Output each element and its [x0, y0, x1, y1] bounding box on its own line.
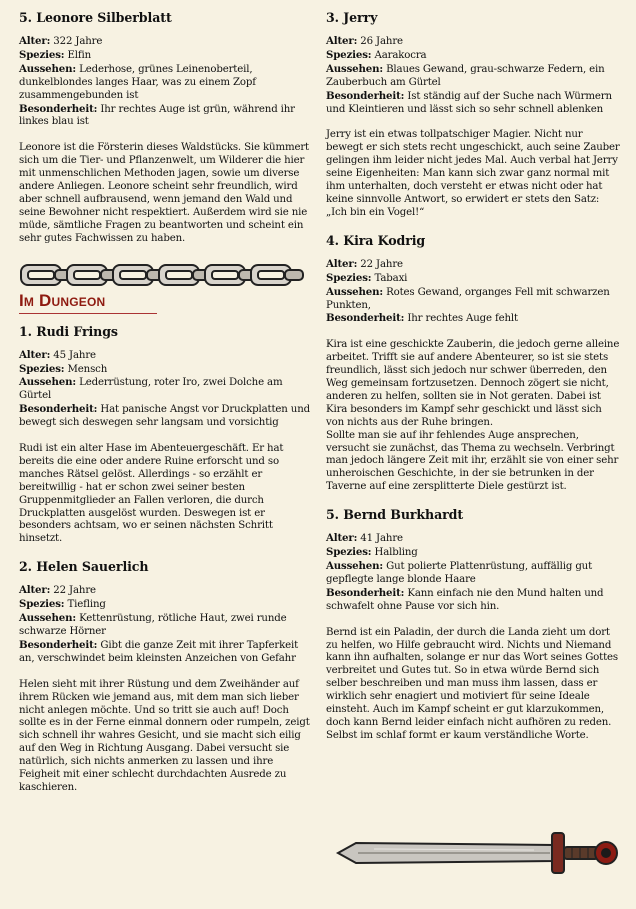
npc-description-kira-2: Sollte man sie auf ihr fehlendes Auge ansprechen, versucht sie zunächst, das Thema zu wechseln. Verbringt man jedoch längere Zeit mit ihr, erzählt sie von einer sehr unheroischen Geschichte, in der sie betrunken in der Taverne auf eine zersplitterte Diele gestürzt ist. [326, 429, 619, 493]
npc-heading-rudi: 1. Rudi Frings [19, 323, 118, 339]
section-title: Im Dungeon [19, 290, 106, 310]
npc-stats-rudi: Alter: 45 Jahre Spezies: Mensch Aussehen: Lederrüstung, roter Iro, zwei Dolche am Gürtel Besonderheit: Hat panische Angst vor Druckplatten und bewegt sich deswegen sehr langsam und vorsichtig [19, 348, 310, 429]
npc-description-bernd: Bernd ist ein Paladin, der durch die Landa zieht um dort zu helfen, wo Hilfe gebraucht wird. Nichts und Niemand kann ihn aufhalten, solange er nur das Wort seines Gottes verbreitet und Gutes tut. So in etwa würde Bernd sich selber beschreiben und man muss ihm lassen, dass er wirklich sehr enagiert und motiviert für seine Ideale einsteht. Auch im Kampf scheint er gut klarzukommen, doch kann Bernd leider einfach nicht aufhören zu reden. Selbst im schlaf formt er kaum verständliche Worte. [326, 626, 619, 741]
npc-heading-bernd: 5. Bernd Burkhardt [326, 507, 464, 523]
npc-stats-helen: Alter: 22 Jahre Spezies: Tiefling Aussehen: Kettenrüstung, rötliche Haut, zwei runde schwarze Hörner Besonderheit: Gibt die ganze Zeit mit ihrer Tapferkeit an, verschwindet beim kleinsten Anzeichen von Gefahr [19, 584, 299, 664]
npc-heading-kira: 4. Kira Kodrig [326, 232, 426, 248]
npc-heading-leonore: 5. Leonore Silberblatt [19, 10, 172, 25]
npc-stats-kira: Alter: 22 Jahre Spezies: Tabaxi Aussehen: Rotes Gewand, organges Fell mit schwarzen Punkten, Besonderheit: Ihr rechtes Auge fehlt [326, 257, 610, 325]
chain-divider [19, 262, 305, 288]
left-column [19, 10, 311, 795]
npc-stats-jerry: Alter: 26 Jahre Spezies: Aarakocra Aussehen: Blaues Gewand, grau-schwarze Federn, ein Zauberbuch am Gürtel Besonderheit: Ist ständig auf der Suche nach Würmern und Kleintieren und lässt sich so sehr schnell ablenken [326, 35, 612, 115]
npc-description-leonore: Leonore ist die Försterin dieses Waldstücks. Sie kümmert sich um die Tier- und Pflanzenwelt, um Wilderer die hier mit unmenschlichen Methoden jagen, sowie um diverse andere Anliegen. Leonore scheint sehr freundlich, wird aber schnell aufbrausend, wenn jemand den Wald und seine Bewohner nicht respektiert. Außerdem wird sie nie müde, sämtliche Fragen zu beantworten und scheint ein sehr gutes Fachwissen zu haben. [19, 142, 310, 244]
right-column [326, 10, 620, 743]
npc-description-kira: Kira ist eine geschickte Zauberin, die jedoch gerne alleine arbeitet. Trifft sie auf andere Abenteurer, so ist sie stets freundlich, lässt sich jedoch nur schwer überreden, den Weg gemeinsam fortzusetzen. Dennoch zögert sie nicht, anderen zu helfen, sollten sie in Not geraten. Dabei ist Kira besonders im Kampf sehr geschickt und lässt sich von nichts aus der Ruhe bringen. [326, 339, 620, 428]
npc-description-jerry: Jerry ist ein etwas tollpatschiger Magier. Nicht nur bewegt er sich stets recht ungeschickt, auch seine Zauber gelingen ihm leider nicht jedes Mal. Auch verbal hat Jerry seine Eigenheiten: Man kann sich zwar ganz normal mit ihm unterhalten, doch versteht er etwas nicht oder hat keine sinnvolle Antwort, so erwidert er stets den Satz: „Ich bin ein Vogel!“ [326, 129, 620, 218]
sword-illustration [334, 825, 620, 881]
npc-stats-bernd: Alter: 41 Jahre Spezies: Halbling Aussehen: Gut polierte Plattenrüstung, auffällig gut gepflegte lange blonde Haare Besonderheit: Kann einfach nie den Mund halten und schwafelt ohne Pause vor sich hin. [326, 532, 604, 612]
section-rule [19, 313, 157, 314]
npc-description-helen: Helen sieht mit ihrer Rüstung und dem Zweihänder auf ihrem Rücken wie jemand aus, mit dem man sich lieber nicht anlegen möchte. Und so tritt sie auch auf! Doch sollte es in der Ferne einmal donnern oder rumpeln, zeigt sich schnell ihr wahres Gesicht, und sie macht sich eilig auf den Weg in Richtung Ausgang. Dabei versucht sie natürlich, sich nichts anmerken zu lassen und ihre Feigheit mit einer schlecht durchdachten Ausrede zu kaschieren. [19, 678, 310, 793]
npc-stats-leonore: Alter: 322 Jahre Spezies: Elfin Aussehen: Lederhose, grünes Leinenoberteil, dunkelblondes langes Haar, was zu einem Zopf zusammengebunden ist Besonderheit: Ihr rechtes Auge ist grün, während ihr linkes blau ist [19, 35, 295, 128]
npc-heading-jerry: 3. Jerry [326, 10, 378, 25]
npc-heading-helen: 2. Helen Sauerlich [19, 559, 149, 575]
npc-description-rudi: Rudi ist ein alter Hase im Abenteuergeschäft. Er hat bereits die eine oder andere Ruine erforscht und so manches Rätsel gelöst. Allerdings - so erzählt er bereitwillig - hat er schon zwei seiner besten Gruppenmitglieder an Fallen verloren, die durch Druckplatten ausgelöst wurden. Deswegen ist er besonders achtsam, wo er seinen nächsten Schritt hinsetzt. [19, 443, 284, 545]
